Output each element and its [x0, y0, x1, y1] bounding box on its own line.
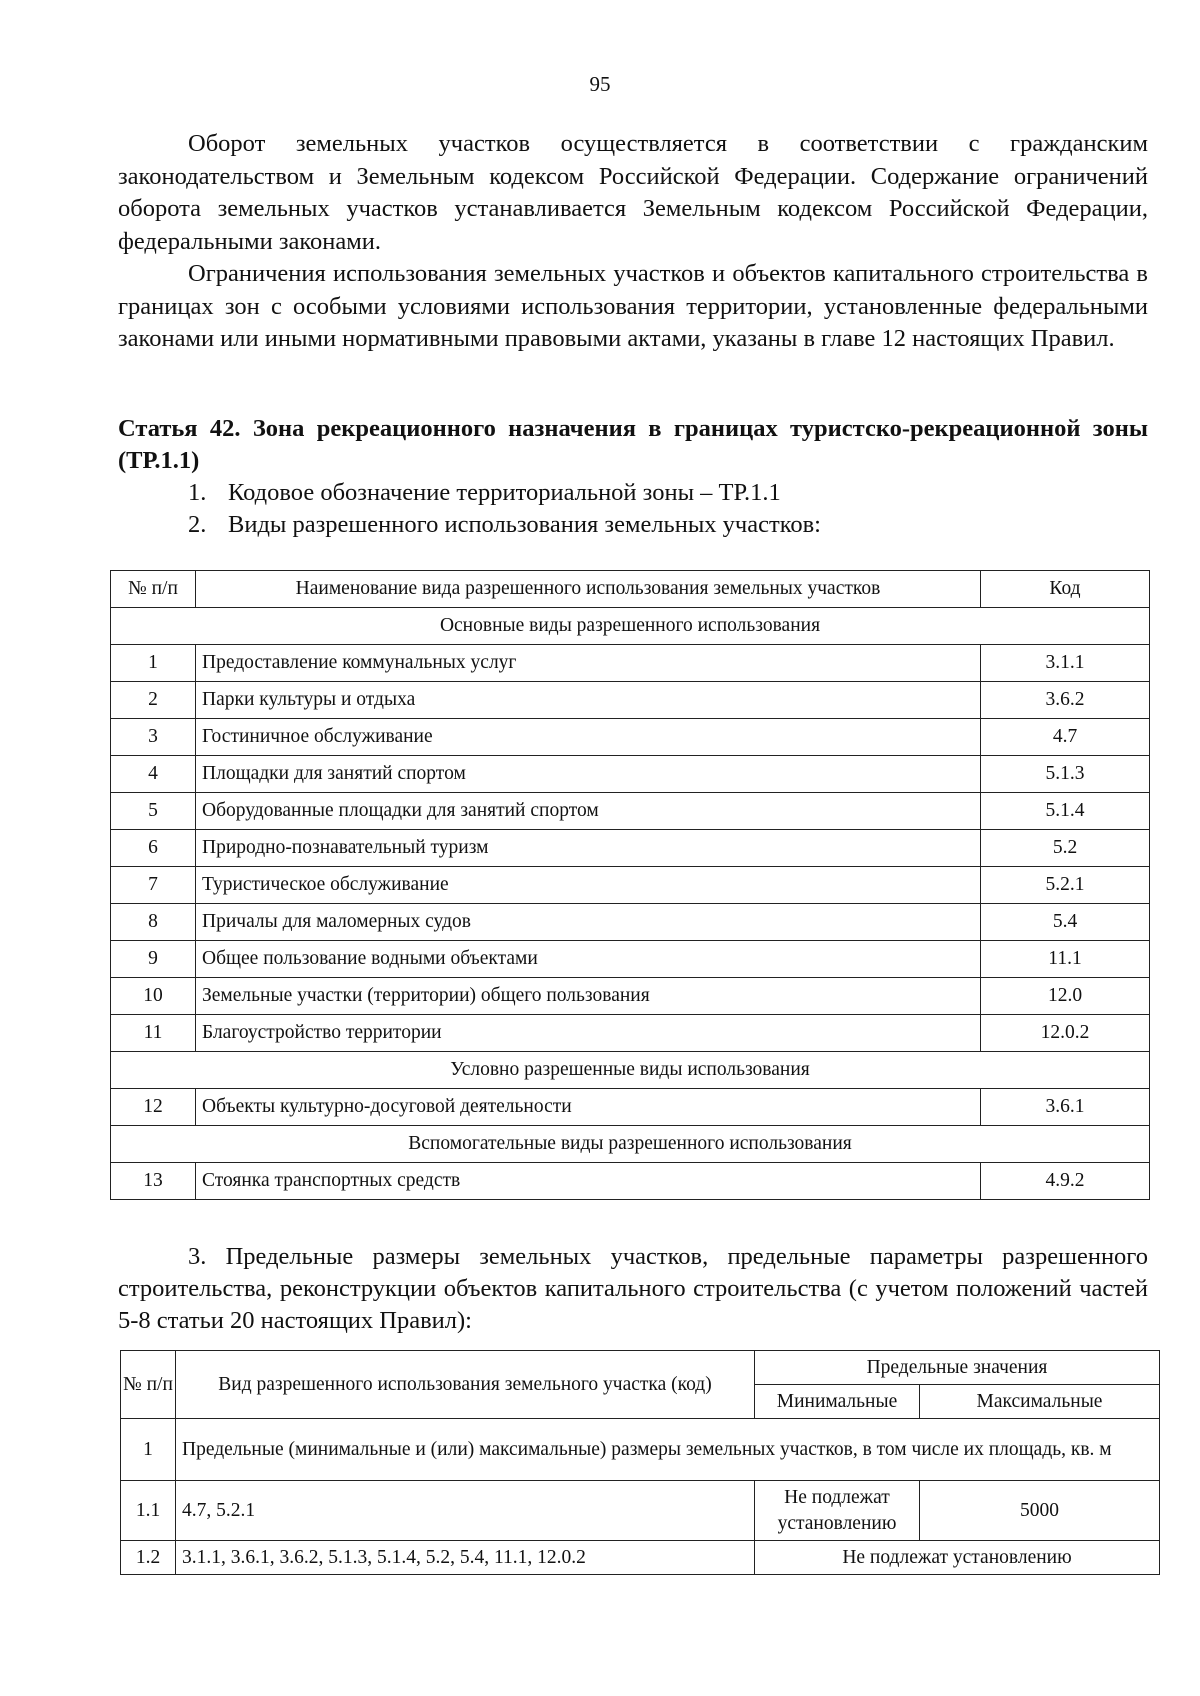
- page-number: 95: [589, 72, 611, 96]
- header-min: Минимальные: [755, 1385, 920, 1419]
- list-item-text: Кодовое обозначение территориальной зоны – ТР.1.1: [228, 479, 781, 506]
- size-limits-table: [120, 1350, 1160, 1575]
- row-name: Предоставление коммунальных услуг: [196, 645, 981, 682]
- row-num: 4: [111, 756, 196, 793]
- row-codes: 3.1.1, 3.6.1, 3.6.2, 5.1.3, 5.1.4, 5.2, 5.4, 11.1, 12.0.2: [176, 1541, 755, 1575]
- permitted-uses-table: [110, 570, 1150, 1200]
- row-num: 3: [111, 719, 196, 756]
- section-title: Вспомогательные виды разрешенного использования: [111, 1126, 1150, 1163]
- row-name: Площадки для занятий спортом: [196, 756, 981, 793]
- row-text: Предельные (минимальные и (или) максимальные) размеры земельных участков, в том числе их площадь, кв. м: [176, 1419, 1160, 1481]
- list-item: [188, 477, 781, 509]
- header-name: Наименование вида разрешенного использования земельных участков: [196, 571, 981, 608]
- row-num: 13: [111, 1163, 196, 1200]
- list-item-number: 1.: [188, 479, 207, 506]
- table-row: [121, 1419, 1160, 1481]
- table-row: [111, 1015, 1150, 1052]
- row-code: 12.0.2: [981, 1015, 1150, 1052]
- article-heading: Статья 42. Зона рекреационного назначения в границах туристско-рекреационной зоны (ТР.1.1): [118, 415, 1148, 474]
- row-code: 4.7: [981, 719, 1150, 756]
- section-title: Основные виды разрешенного использования: [111, 608, 1150, 645]
- row-code: 4.9.2: [981, 1163, 1150, 1200]
- table-section-row: [111, 1126, 1150, 1163]
- table-header-row: [111, 571, 1150, 608]
- list-item-number: 2.: [188, 511, 207, 538]
- row-num: 5: [111, 793, 196, 830]
- table-row: [111, 756, 1150, 793]
- row-name: Земельные участки (территории) общего пользования: [196, 978, 981, 1015]
- header-kind: Вид разрешенного использования земельного участка (код): [176, 1351, 755, 1419]
- row-num: 12: [111, 1089, 196, 1126]
- table-row: [111, 682, 1150, 719]
- row-num: 1: [121, 1419, 176, 1481]
- row-code: 5.1.4: [981, 793, 1150, 830]
- table-section-row: [111, 1052, 1150, 1089]
- row-num: 6: [111, 830, 196, 867]
- table-section-row: [111, 608, 1150, 645]
- paragraph-usage-restrictions: Ограничения использования земельных участков и объектов капитального строительства в границах зон с особыми условиями использования территории, установленные федеральными законами или иными нормативными правовыми актами, указаны в главе 12 настоящих Правил.: [118, 260, 1148, 352]
- row-min: Не подлежат установлению: [755, 1481, 920, 1541]
- row-name: Гостиничное обслуживание: [196, 719, 981, 756]
- table-header-row: [121, 1351, 1160, 1385]
- table-row: [111, 1163, 1150, 1200]
- paragraph-land-turnover: Оборот земельных участков осуществляется в соответствии с гражданским законодательством и Земельным кодексом Российской Федерации. Содержание ограничений оборота земельных участков устанавливается Земельным кодексом Российской Федерации, федеральными законами.: [118, 130, 1148, 255]
- row-num: 2: [111, 682, 196, 719]
- row-code: 3.6.2: [981, 682, 1150, 719]
- section-title: Условно разрешенные виды использования: [111, 1052, 1150, 1089]
- row-name: Парки культуры и отдыха: [196, 682, 981, 719]
- table-row: [111, 793, 1150, 830]
- row-code: 11.1: [981, 941, 1150, 978]
- row-name: Общее пользование водными объектами: [196, 941, 981, 978]
- header-num: № п/п: [121, 1351, 176, 1419]
- row-name: Туристическое обслуживание: [196, 867, 981, 904]
- row-code: 12.0: [981, 978, 1150, 1015]
- paragraph-size-limits: 3. Предельные размеры земельных участков, предельные параметры разрешенного строительства, реконструкции объектов капитального строительства (с учетом положений частей 5-8 статьи 20 настоящих Правил):: [118, 1243, 1148, 1334]
- row-num: 11: [111, 1015, 196, 1052]
- table-row: [111, 941, 1150, 978]
- row-num: 1.1: [121, 1481, 176, 1541]
- table-row: [111, 978, 1150, 1015]
- row-name: Благоустройство территории: [196, 1015, 981, 1052]
- table-row: [111, 719, 1150, 756]
- row-num: 7: [111, 867, 196, 904]
- row-code: 5.4: [981, 904, 1150, 941]
- row-max: 5000: [920, 1481, 1160, 1541]
- row-code: 3.6.1: [981, 1089, 1150, 1126]
- body-text: [118, 128, 1148, 356]
- table-row: [121, 1481, 1160, 1541]
- row-name: Природно-познавательный туризм: [196, 830, 981, 867]
- table-row: [111, 645, 1150, 682]
- row-num: 10: [111, 978, 196, 1015]
- row-code: 5.2.1: [981, 867, 1150, 904]
- table-row: [111, 904, 1150, 941]
- list-item: [188, 509, 821, 541]
- row-num: 8: [111, 904, 196, 941]
- permitted-uses-table-body: [111, 571, 1150, 1200]
- row-num: 9: [111, 941, 196, 978]
- table-row: [111, 1089, 1150, 1126]
- header-num: № п/п: [111, 571, 196, 608]
- row-value: Не подлежат установлению: [755, 1541, 1160, 1575]
- row-name: Объекты культурно-досуговой деятельности: [196, 1089, 981, 1126]
- row-name: Причалы для маломерных судов: [196, 904, 981, 941]
- table-row: [121, 1541, 1160, 1575]
- header-code: Код: [981, 571, 1150, 608]
- row-code: 3.1.1: [981, 645, 1150, 682]
- row-code: 5.2: [981, 830, 1150, 867]
- row-codes: 4.7, 5.2.1: [176, 1481, 755, 1541]
- row-num: 1: [111, 645, 196, 682]
- row-name: Стоянка транспортных средств: [196, 1163, 981, 1200]
- table-row: [111, 867, 1150, 904]
- header-max: Максимальные: [920, 1385, 1160, 1419]
- list-item-text: Виды разрешенного использования земельных участков:: [228, 511, 821, 538]
- row-name: Оборудованные площадки для занятий спортом: [196, 793, 981, 830]
- header-limit-values: Предельные значения: [755, 1351, 1160, 1385]
- row-num: 1.2: [121, 1541, 176, 1575]
- row-code: 5.1.3: [981, 756, 1150, 793]
- table-row: [111, 830, 1150, 867]
